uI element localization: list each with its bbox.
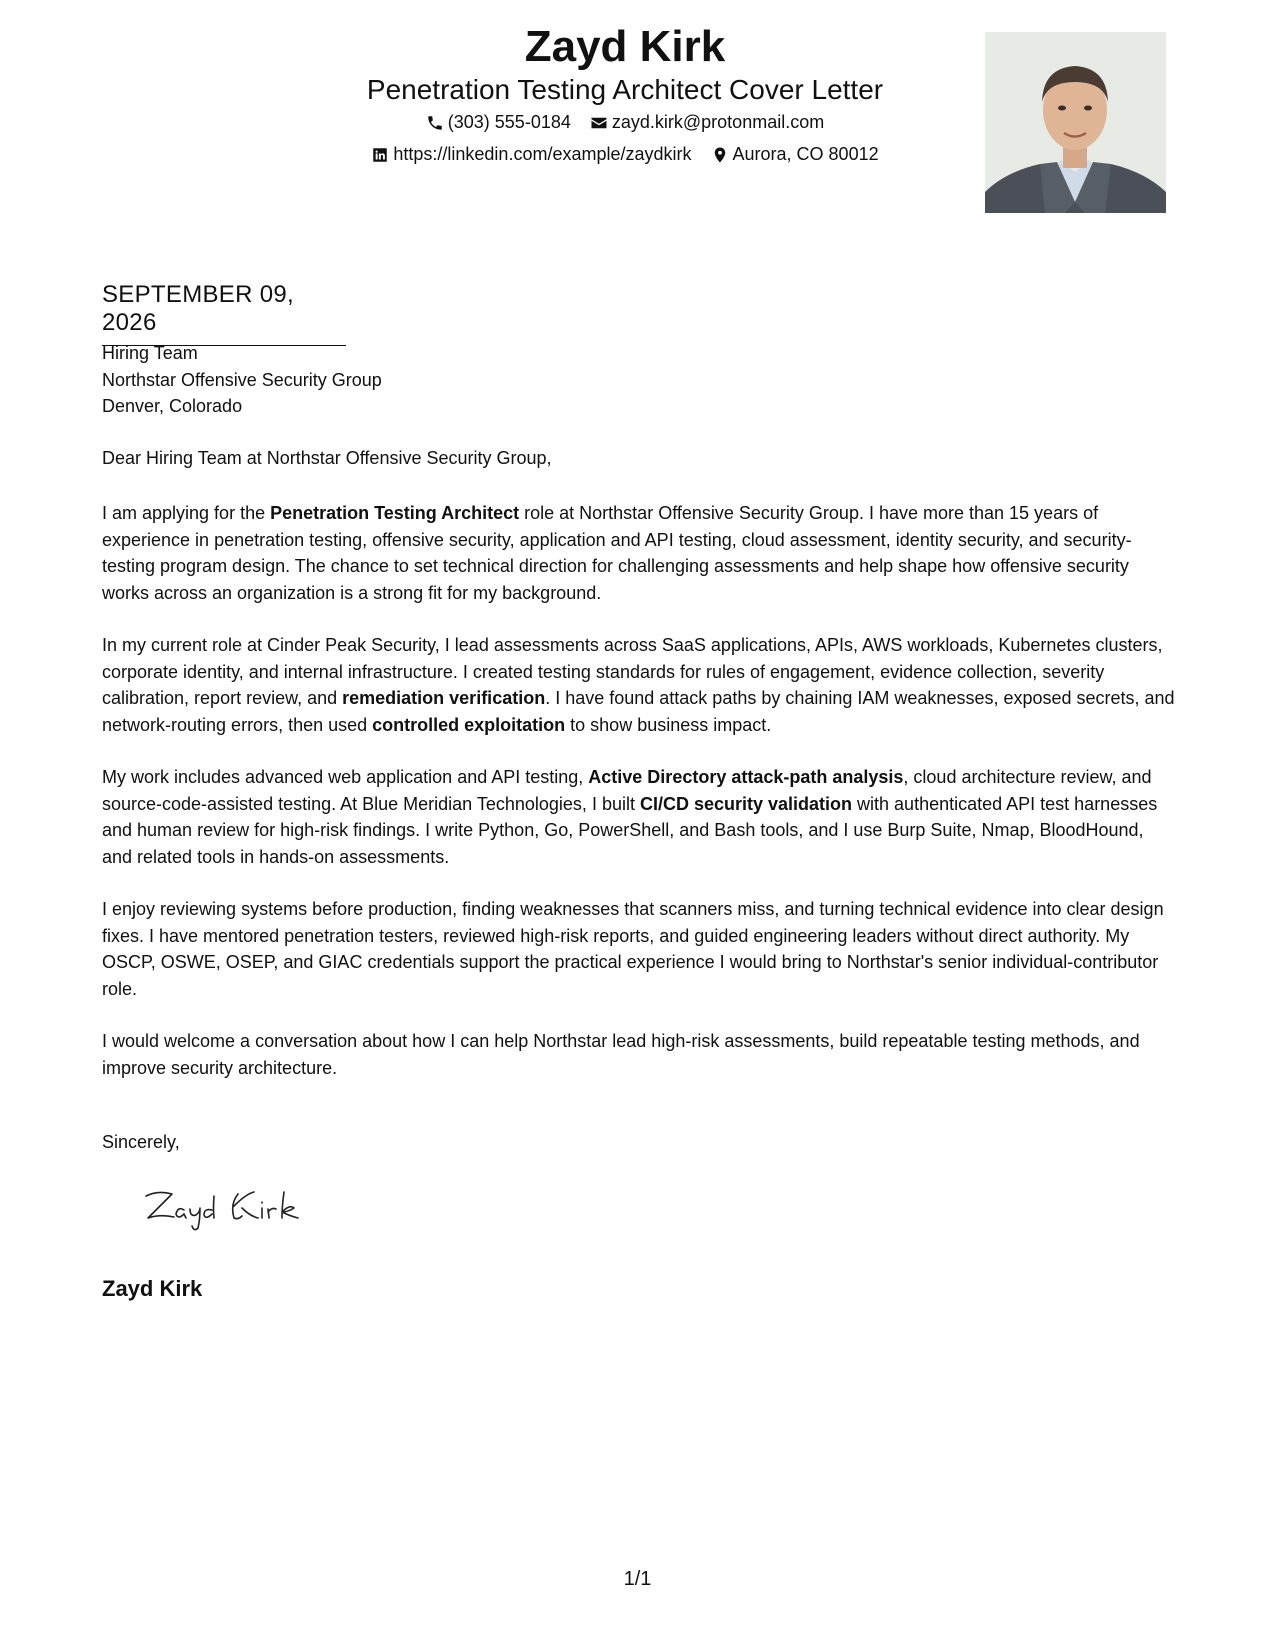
portrait-image [985, 32, 1166, 213]
linkedin-text[interactable]: https://linkedin.com/example/zaydkirk [393, 144, 692, 164]
body-paragraph [102, 632, 1177, 738]
location-text: Aurora, CO 80012 [732, 144, 879, 164]
bold-phrase: remediation verification [342, 688, 546, 708]
contact-email[interactable] [590, 112, 824, 133]
text-run: I am applying for the [102, 503, 271, 523]
email-text[interactable]: zayd.kirk@protonmail.com [611, 112, 825, 132]
closing: Sincerely, [102, 1132, 180, 1152]
handwritten-signature [138, 1182, 328, 1234]
body-paragraph [102, 764, 1177, 870]
map-pin-icon [711, 146, 729, 164]
recipient-line: Denver, Colorado [102, 396, 243, 416]
text-run: , cloud architecture review, and source-code-assisted testing. At Blue Meridian Technologies, I built [102, 767, 1152, 814]
envelope-icon [590, 114, 608, 132]
text-run: I would welcome a conversation about how I can help Northstar lead high-risk assessments, build repeatable testing methods, and improve security architecture. [102, 1031, 1140, 1078]
profile-photo [985, 32, 1166, 213]
text-run: role at Northstar Offensive Security Group. I have more than 15 years of experience in penetration testing, offensive security, application and API testing, cloud assessment, identity security, and security-testing program design. The chance to set technical direction for challenging assessments and help shape how offensive security works across an organization is a strong fit for my background. [102, 503, 1132, 603]
recipient-block [102, 340, 382, 420]
phone-icon [426, 114, 444, 132]
bold-phrase: CI/CD security validation [639, 793, 853, 814]
text-run: to show business impact. [565, 714, 772, 735]
text-run: with authenticated API test harnesses and human review for high-risk findings. I write Python, Go, PowerShell, and Bash tools, and I use Burp Suite, Nmap, BloodHound, and related tools in hands-on assessments. [102, 793, 1158, 867]
applicant-name: Zayd Kirk [524, 22, 726, 71]
signer-name: Zayd Kirk [102, 1276, 203, 1301]
body-paragraph [102, 1028, 1177, 1081]
contact-location [711, 144, 879, 165]
recipient-line: Hiring Team [102, 343, 198, 363]
contact-linkedin[interactable] [371, 144, 691, 165]
body-paragraph [102, 896, 1177, 1002]
page-number: 1/1 [623, 1568, 652, 1590]
text-run: My work includes advanced web application and API testing, [102, 767, 589, 787]
text-run: I enjoy reviewing systems before production, finding weaknesses that scanners miss, and turning technical evidence into clear design fixes. I have mentored penetration testers, reviewed high-risk reports, and guided engineering leaders without direct authority. My OSCP, OSWE, OSEP, and GIAC credentials support the practical experience I would bring to Northstar's senior individual-contributor role. [102, 899, 1164, 999]
recipient-line: Northstar Offensive Security Group [102, 369, 382, 390]
bold-phrase: Active Directory attack-path analysis [588, 767, 904, 787]
letter-date: SEPTEMBER 09, 2026 [102, 281, 346, 346]
bold-phrase: controlled exploitation [372, 714, 566, 735]
document-subtitle: Penetration Testing Architect Cover Letter [366, 74, 884, 105]
letter-body [102, 500, 1177, 1107]
phone-text: (303) 555-0184 [447, 112, 571, 132]
text-run: . I have found attack paths by chaining IAM weaknesses, exposed secrets, and network-routing errors, then used [102, 688, 1175, 735]
salutation: Dear Hiring Team at Northstar Offensive Security Group, [102, 448, 552, 468]
contact-phone [426, 112, 571, 133]
bold-phrase: Penetration Testing Architect [270, 503, 520, 523]
linkedin-icon [371, 146, 389, 164]
text-run: In my current role at Cinder Peak Security, I lead assessments across SaaS applications, APIs, AWS workloads, Kubernetes clusters, corporate identity, and internal infrastructure. I created testing standards for rules of engagement, evidence collection, severity calibration, report review, and [102, 635, 1163, 708]
body-paragraph [102, 500, 1177, 606]
